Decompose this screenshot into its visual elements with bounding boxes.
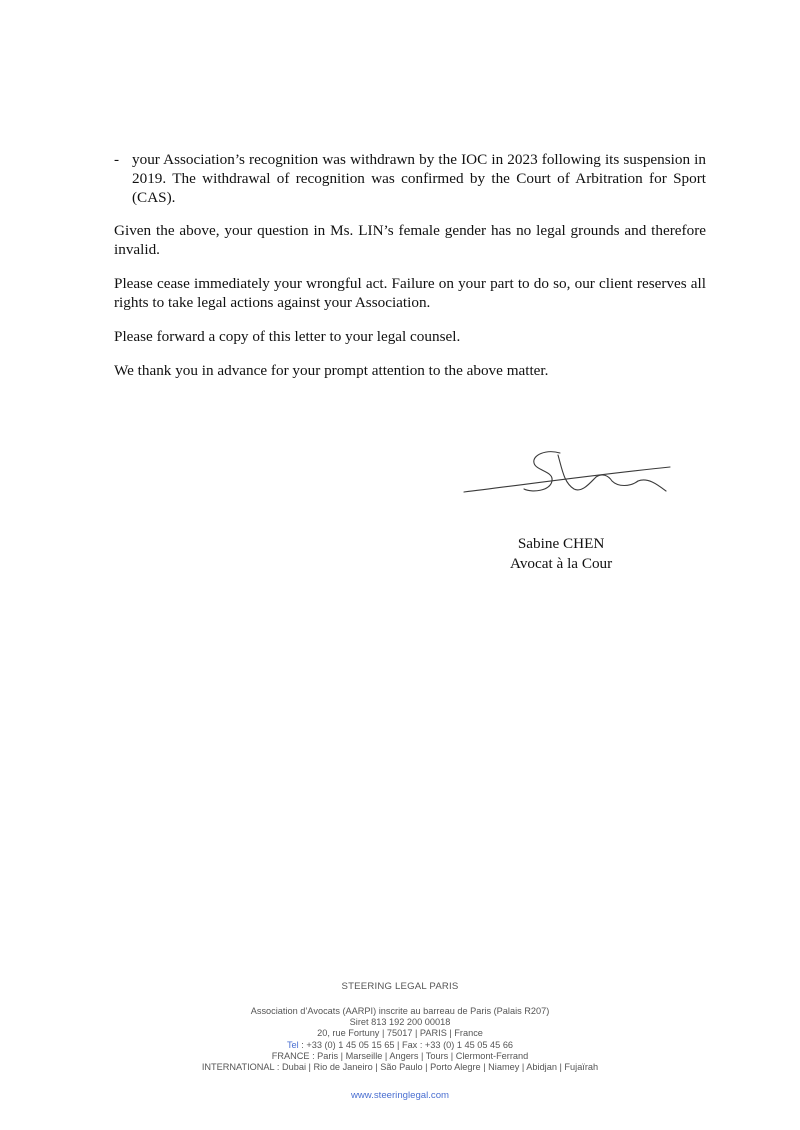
footer-france-offices: FRANCE : Paris | Marseille | Angers | Tours | Clermont-Ferrand: [271, 1050, 529, 1061]
footer-siret: Siret 813 192 200 00018: [349, 1017, 451, 1028]
footer-details: [0, 1006, 800, 1073]
signer-title: Avocat à la Cour: [510, 555, 613, 572]
phone-fax-numbers: : +33 (0) 1 45 05 15 65 | Fax : +33 (0) 1 45 05 45 66: [298, 1039, 514, 1050]
signer-name: Sabine CHEN: [517, 535, 605, 552]
bullet-marker: -: [114, 151, 120, 168]
bullet-item: [114, 150, 706, 207]
footer-international-offices: INTERNATIONAL : Dubai | Rio de Janeiro | São Paulo | Porto Alegre | Niamey | Abidjan | Fujaïrah: [201, 1062, 599, 1073]
bullet-text: your Association’s recognition was withdrawn by the IOC in 2023 following its suspension in 2019. The withdrawal of recognition was confirmed by the Court of Arbitration for Sport (CAS).: [132, 151, 706, 206]
footer-website-link[interactable]: www.steeringlegal.com: [350, 1090, 450, 1101]
signer-block: [510, 534, 612, 574]
tel-label: Tel: [286, 1039, 299, 1050]
footer-phone-fax: [0, 1040, 800, 1051]
paragraph-forward-request: Please forward a copy of this letter to your legal counsel.: [114, 328, 461, 345]
paragraph-thanks: We thank you in advance for your prompt attention to the above matter.: [114, 362, 549, 379]
footer-association: Association d’Avocats (AARPI) inscrite au barreau de Paris (Palais R207): [250, 1006, 550, 1016]
letter-body: [114, 150, 706, 395]
handwritten-signature: [462, 447, 676, 517]
footer-firm-name: STEERING LEGAL PARIS: [341, 981, 459, 992]
paragraph-cease-demand: Please cease immediately your wrongful act. Failure on your part to do so, our client reserves all rights to take legal actions against your Association.: [114, 275, 706, 311]
paragraph-conclusion: Given the above, your question in Ms. LIN’s female gender has no legal grounds and therefore invalid.: [114, 222, 706, 258]
footer-address: 20, rue Fortuny | 75017 | PARIS | France: [317, 1028, 483, 1039]
